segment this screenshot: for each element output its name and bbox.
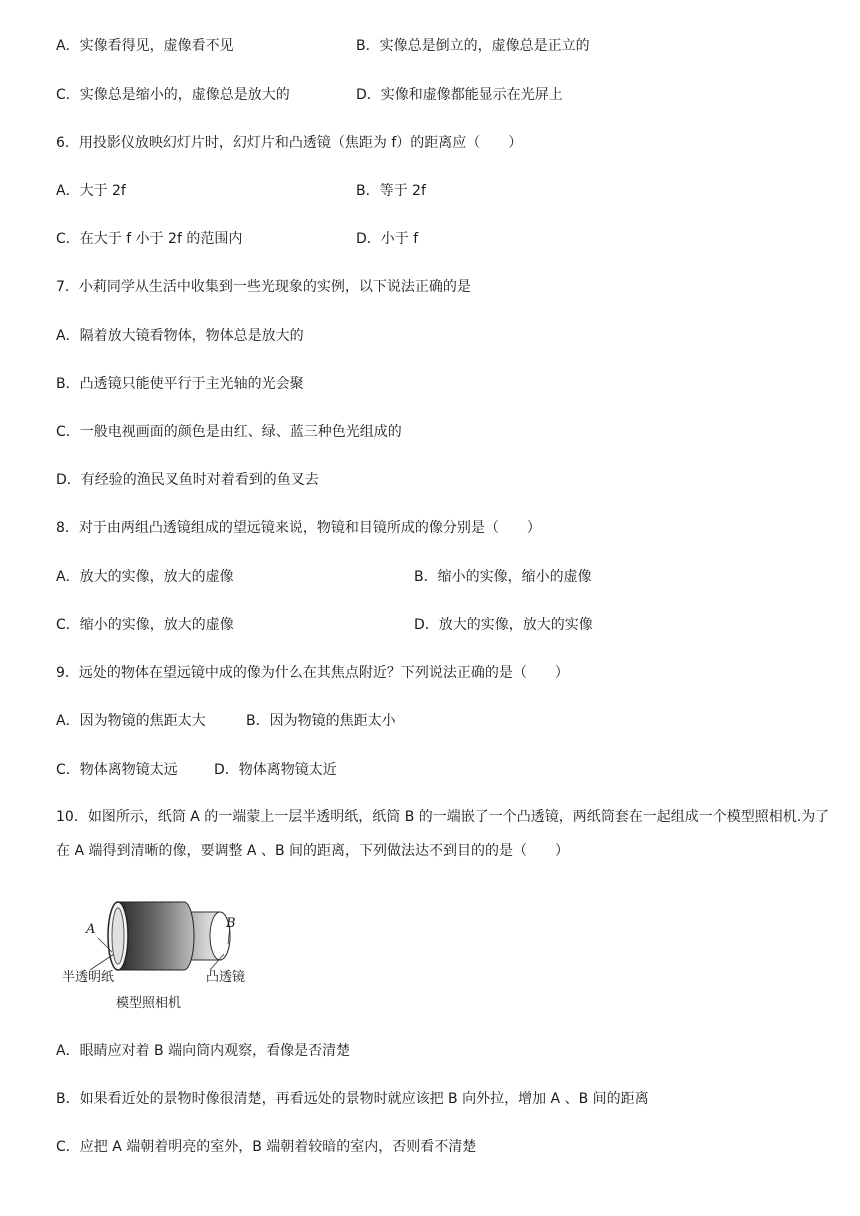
q7-option-a: A．隔着放大镜看物体，物体总是放大的 <box>56 328 304 344</box>
q9-option-b: B．因为物镜的焦距太小 <box>246 713 396 729</box>
q6-option-a: A．大于 2f <box>56 183 126 199</box>
q7-stem: 7．小莉同学从生活中收集到一些光现象的实例，以下说法正确的是 <box>56 279 471 295</box>
q8-option-d: D．放大的实像，放大的实像 <box>414 617 593 633</box>
q10-option-b: B．如果看近处的景物时像很清楚，再看远处的景物时就应该把 B 向外拉，增加 A 、B 间的距离 <box>56 1091 649 1107</box>
q7-option-c: C．一般电视画面的颜色是由红、绿、蓝三种色光组成的 <box>56 424 402 440</box>
figure-label-lens: 凸透镜 <box>206 970 246 985</box>
q10-option-a: A．眼睛应对着 B 端向筒内观察，看像是否清楚 <box>56 1043 351 1059</box>
q5-option-d: D．实像和虚像都能显示在光屏上 <box>356 87 563 103</box>
q8-option-c: C．缩小的实像，放大的虚像 <box>56 617 234 633</box>
q6-stem: 6．用投影仪放映幻灯片时，幻灯片和凸透镜（焦距为 f）的距离应（ ） <box>56 135 523 151</box>
figure-label-a: A <box>86 922 96 937</box>
q8-option-b: B．缩小的实像，缩小的虚像 <box>414 569 592 585</box>
q7-option-d: D．有经验的渔民叉鱼时对着看到的鱼叉去 <box>56 472 319 488</box>
q6-option-b: B．等于 2f <box>356 183 426 199</box>
q5-option-c: C．实像总是缩小的，虚像总是放大的 <box>56 87 290 103</box>
q9-option-c: C．物体离物镜太远 <box>56 762 178 778</box>
q9-stem: 9．远处的物体在望远镜中成的像为什么在其焦点附近？下列说法正确的是（ ） <box>56 665 569 681</box>
q6-option-d: D．小于 f <box>356 231 419 247</box>
q5-option-b: B．实像总是倒立的，虚像总是正立的 <box>356 38 590 54</box>
q9-option-d: D．物体离物镜太近 <box>214 762 337 778</box>
figure-caption: 模型照相机 <box>116 996 182 1011</box>
camera-model-figure <box>60 892 260 1012</box>
q8-option-a: A．放大的实像，放大的虚像 <box>56 569 234 585</box>
q6-option-c: C．在大于 f 小于 2f 的范围内 <box>56 231 243 247</box>
figure-label-b: B <box>226 916 236 931</box>
figure-label-paper: 半透明纸 <box>62 970 115 985</box>
q5-option-a: A．实像看得见，虚像看不见 <box>56 38 234 54</box>
q8-stem: 8．对于由两组凸透镜组成的望远镜来说，物镜和目镜所成的像分别是（ ） <box>56 520 541 536</box>
q10-option-c: C．应把 A 端朝着明亮的室外，B 端朝着较暗的室内，否则看不清楚 <box>56 1139 477 1155</box>
q10-stem: 10．如图所示，纸筒 A 的一端蒙上一层半透明纸，纸筒 B 的一端嵌了一个凸透镜，两纸筒套在一起组成一个模型照相机.为了在 A 端得到清晰的像，要调整 A 、B 间的距离，下列做法达不到目的的是（ ） <box>56 809 830 859</box>
q7-option-b: B．凸透镜只能使平行于主光轴的光会聚 <box>56 376 304 392</box>
q9-option-a: A．因为物镜的焦距太大 <box>56 713 206 729</box>
